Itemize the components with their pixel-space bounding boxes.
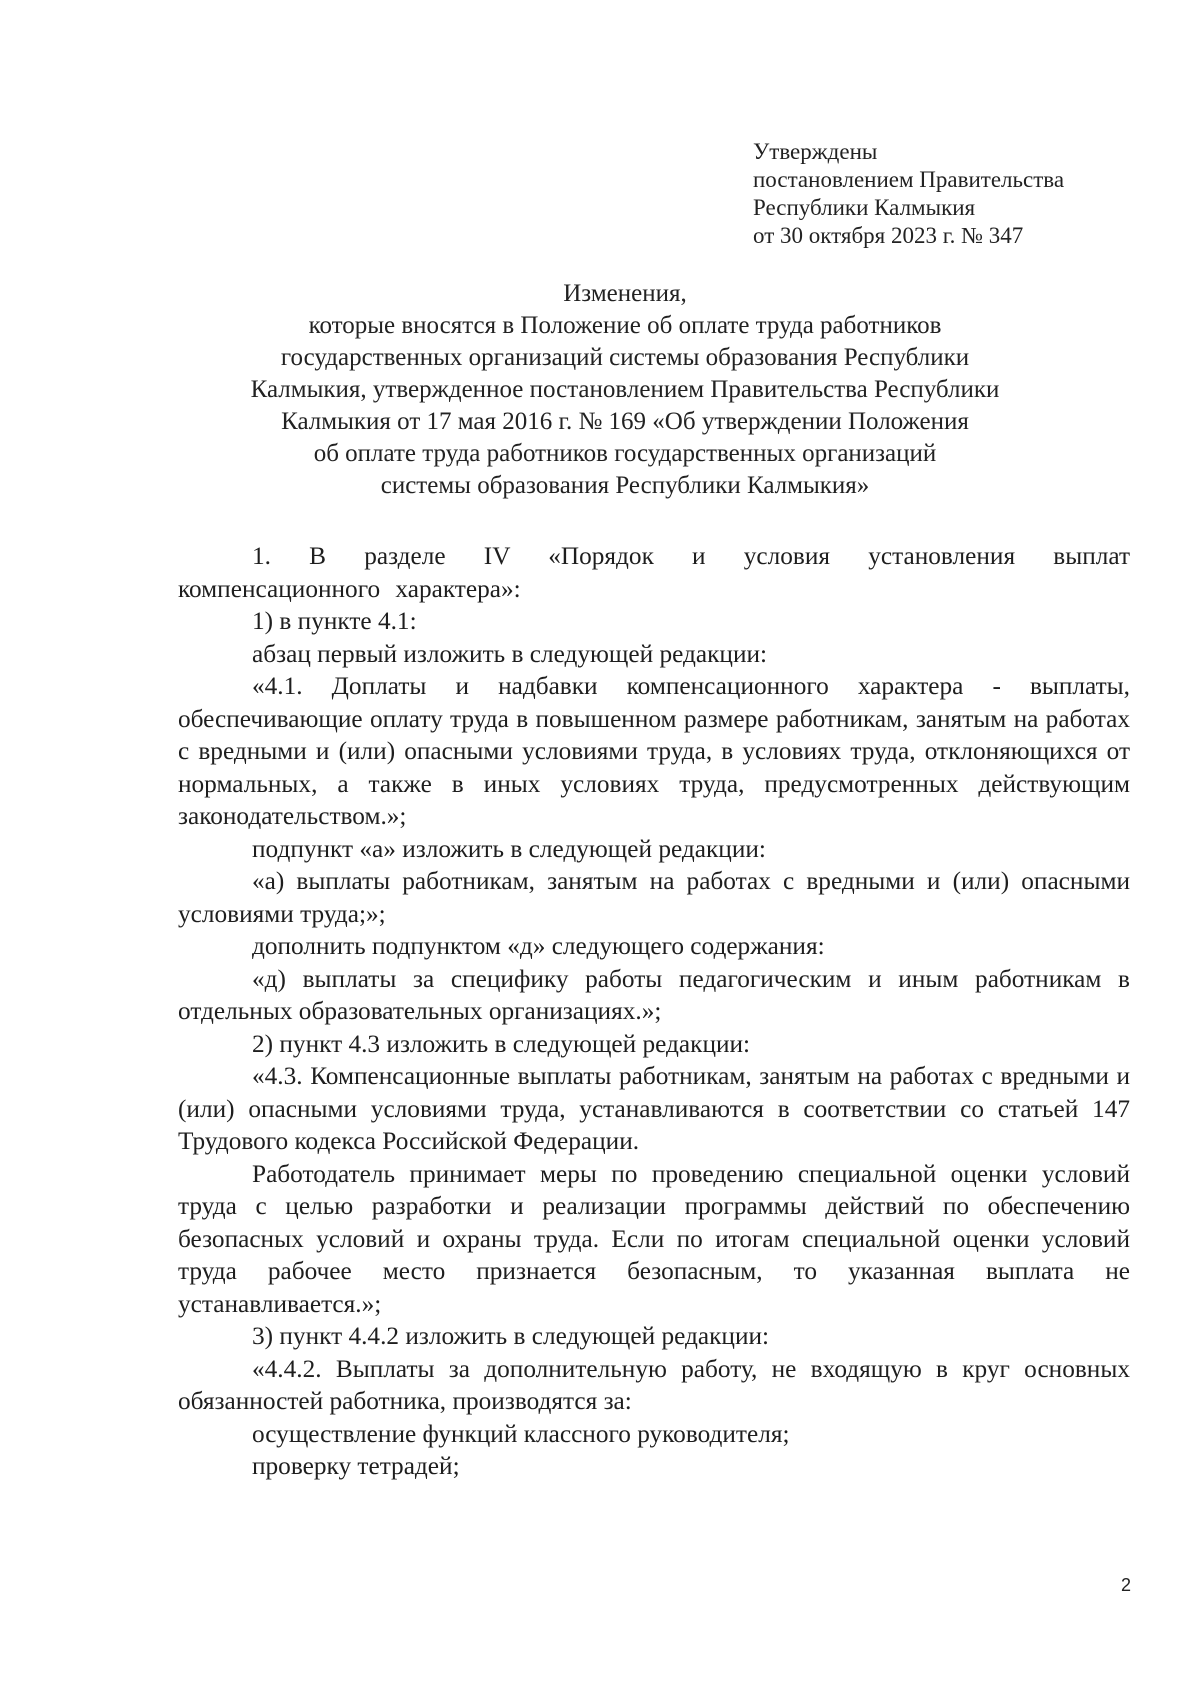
approval-date: от 30 октября 2023 г. № 347 xyxy=(753,223,1024,248)
document-body xyxy=(178,540,1130,1483)
document-heading xyxy=(160,278,1090,502)
item-paragraph: 3) пункт 4.4.2 изложить в следующей редакции: xyxy=(252,1322,770,1350)
instruction-paragraph: подпункт «а» изложить в следующей редакции: xyxy=(252,834,766,863)
list-paragraph: осуществление функций классного руководителя; xyxy=(252,1419,790,1448)
quoted-paragraph: «д) выплаты за специфику работы педагогическим и иным работникам в отдельных образовательных организациях.»; xyxy=(178,964,1130,1025)
approval-line: постановлением Правительства xyxy=(753,167,1065,192)
quoted-paragraph: «4.1. Доплаты и надбавки компенсационного характера - выплаты, обеспечивающие оплату труда в повышенном размере работникам, занятым на работах с вредными и (или) опасными условиями труда, в условиях труда, отклоняющихся от нормальных, а также в иных условиях труда, предусмотренных действующим законодательством.»; xyxy=(178,672,1130,830)
heading-line: государственных организаций системы образования Республики xyxy=(280,344,970,371)
item-paragraph: 2) пункт 4.3 изложить в следующей редакции: xyxy=(252,1029,751,1058)
approval-line: Утверждены xyxy=(753,139,878,164)
heading-title: Изменения, xyxy=(563,280,687,307)
approval-line: Республики Калмыкия xyxy=(753,195,976,220)
heading-line: которые вносятся в Положение об оплате труда работников xyxy=(308,312,942,339)
quoted-paragraph: «4.3. Компенсационные выплаты работникам, занятым на работах с вредными и (или) опасными условиями труда, устанавливаются в соответствии со статьей 147 Трудового кодекса Российской Федерации. xyxy=(178,1062,1130,1155)
section-paragraph: 1. В разделе IV «Порядок и условия установления выплат компенсационного характера»: xyxy=(178,542,1130,603)
heading-line: системы образования Республики Калмыкия» xyxy=(380,472,870,499)
approval-stamp xyxy=(753,138,1064,250)
instruction-paragraph: абзац первый изложить в следующей редакции: xyxy=(252,639,768,668)
page-number: 2 xyxy=(1120,1575,1131,1595)
quoted-paragraph: Работодатель принимает меры по проведению специальной оценки условий труда с целью разработки и реализации программы действий по обеспечению безопасных условий и охраны труда. Если по итогам специальной оценки условий труда рабочее место признается безопасным, то указанная выплата не устанавливается.»; xyxy=(178,1159,1130,1318)
quoted-paragraph: «а) выплаты работникам, занятым на работах с вредными и (или) опасными условиями труда;»; xyxy=(178,867,1130,928)
item-paragraph: 1) в пункте 4.1: xyxy=(252,607,417,635)
heading-line: Калмыкия от 17 мая 2016 г. № 169 «Об утверждении Положения xyxy=(281,408,969,435)
instruction-paragraph: дополнить подпунктом «д» следующего содержания: xyxy=(252,932,825,960)
list-paragraph: проверку тетрадей; xyxy=(252,1452,460,1480)
heading-line: Калмыкия, утвержденное постановлением Правительства Республики xyxy=(250,376,1000,403)
quoted-paragraph: «4.4.2. Выплаты за дополнительную работу, не входящую в круг основных обязанностей работника, производятся за: xyxy=(178,1354,1130,1415)
heading-line: об оплате труда работников государственных организаций xyxy=(313,440,937,467)
